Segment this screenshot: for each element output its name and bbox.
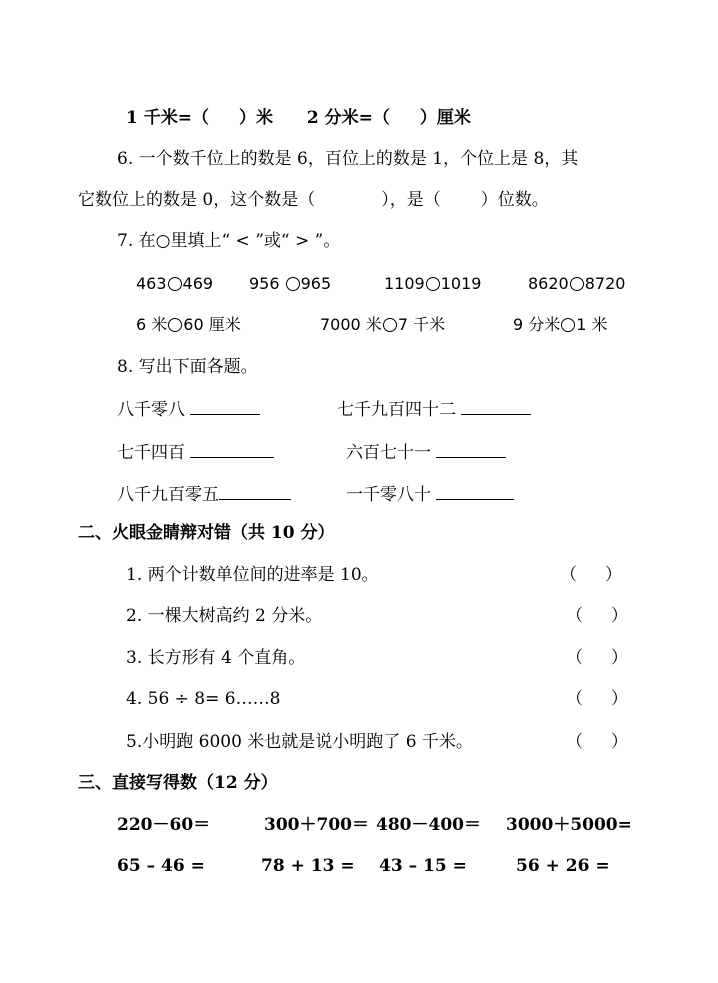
arith-item: 56 + 26 = (516, 856, 610, 876)
compare-circle[interactable] (168, 318, 182, 332)
answer-blank[interactable] (436, 440, 506, 458)
q5-a-suffix: ）米 (239, 108, 273, 128)
section2-title: 二、火眼金睛辩对错（共 10 分） (78, 523, 335, 543)
q6-line2-c: ）位数。 (480, 190, 549, 210)
compare-circle[interactable] (570, 277, 584, 291)
compare-circle[interactable] (426, 277, 440, 291)
q5-unit-conversion (126, 107, 471, 129)
judgement-parens[interactable]: （ ） (566, 606, 628, 626)
section2-item: 5.小明跑 6000 米也就是说小明跑了 6 千米。 (126, 732, 473, 752)
q6-line2-a: 它数位上的数是 0，这个数是（ (78, 190, 316, 210)
q5-b-suffix: ）厘米 (419, 108, 471, 128)
q6-line2 (78, 189, 549, 211)
q8-item: 一千零八十 (346, 482, 514, 506)
arith-item: 480－400＝ (376, 815, 481, 835)
arith-item: 220－60＝ (117, 815, 211, 835)
q7-row1-item: 956 965 (249, 274, 332, 293)
q7-title: 7. 在○里填上“ < ”或“ > ”。 (117, 231, 341, 251)
q7-row2-item: 7000 米 7 千米 (320, 315, 446, 334)
answer-blank[interactable] (190, 440, 274, 458)
compare-circle[interactable] (168, 277, 182, 291)
q7-row1-item: 1109 1019 (384, 274, 482, 293)
q7-row2-item: 9 分米 1 米 (513, 315, 608, 334)
q7-row2-item: 6 米 60 厘米 (136, 315, 241, 334)
section2-item: 2. 一棵大树高约 2 分米。 (126, 606, 323, 626)
q6-line1: 6. 一个数千位上的数是 6，百位上的数是 1，个位上是 8，其 (117, 149, 579, 169)
q8-title: 8. 写出下面各题。 (117, 357, 258, 377)
section3-title: 三、直接写得数（12 分） (78, 773, 278, 793)
q8-item: 六百七十一 (346, 440, 506, 464)
answer-blank[interactable] (461, 397, 531, 415)
q5-b-prefix: 2 分米=（ (306, 108, 390, 128)
arith-item: 43 – 15 = (379, 856, 467, 876)
arith-item: 78 + 13 = (261, 856, 355, 876)
judgement-parens[interactable]: （ ） (566, 732, 628, 752)
q8-item: 七千九百四十二 (337, 397, 531, 421)
judgement-parens[interactable]: （ ） (560, 565, 622, 585)
answer-blank[interactable] (190, 397, 260, 415)
arith-item: 300＋700＝ (264, 815, 369, 835)
compare-circle[interactable] (286, 277, 300, 291)
answer-blank[interactable] (219, 482, 291, 500)
q6-line2-b: ），是（ (381, 190, 441, 210)
section2-item: 1. 两个计数单位间的进率是 10。 (126, 565, 379, 585)
compare-circle[interactable] (561, 318, 575, 332)
answer-blank[interactable] (436, 482, 514, 500)
judgement-parens[interactable]: （ ） (566, 689, 628, 709)
q8-item: 八千九百零五 (117, 482, 291, 506)
section2-item: 4. 56 ÷ 8= 6……8 (126, 689, 281, 709)
q5-a-prefix: 1 千米=（ (126, 108, 209, 128)
q8-item: 八千零八 (117, 397, 260, 421)
arith-item: 65 – 46 = (117, 856, 205, 876)
q7-row1-item: 463 469 (136, 274, 214, 293)
arith-item: 3000＋5000= (506, 815, 632, 835)
q7-row1-item: 8620 8720 (528, 274, 626, 293)
compare-circle[interactable] (383, 318, 397, 332)
judgement-parens[interactable]: （ ） (566, 648, 628, 668)
q8-item: 七千四百 (117, 440, 274, 464)
section2-item: 3. 长方形有 4 个直角。 (126, 648, 306, 668)
